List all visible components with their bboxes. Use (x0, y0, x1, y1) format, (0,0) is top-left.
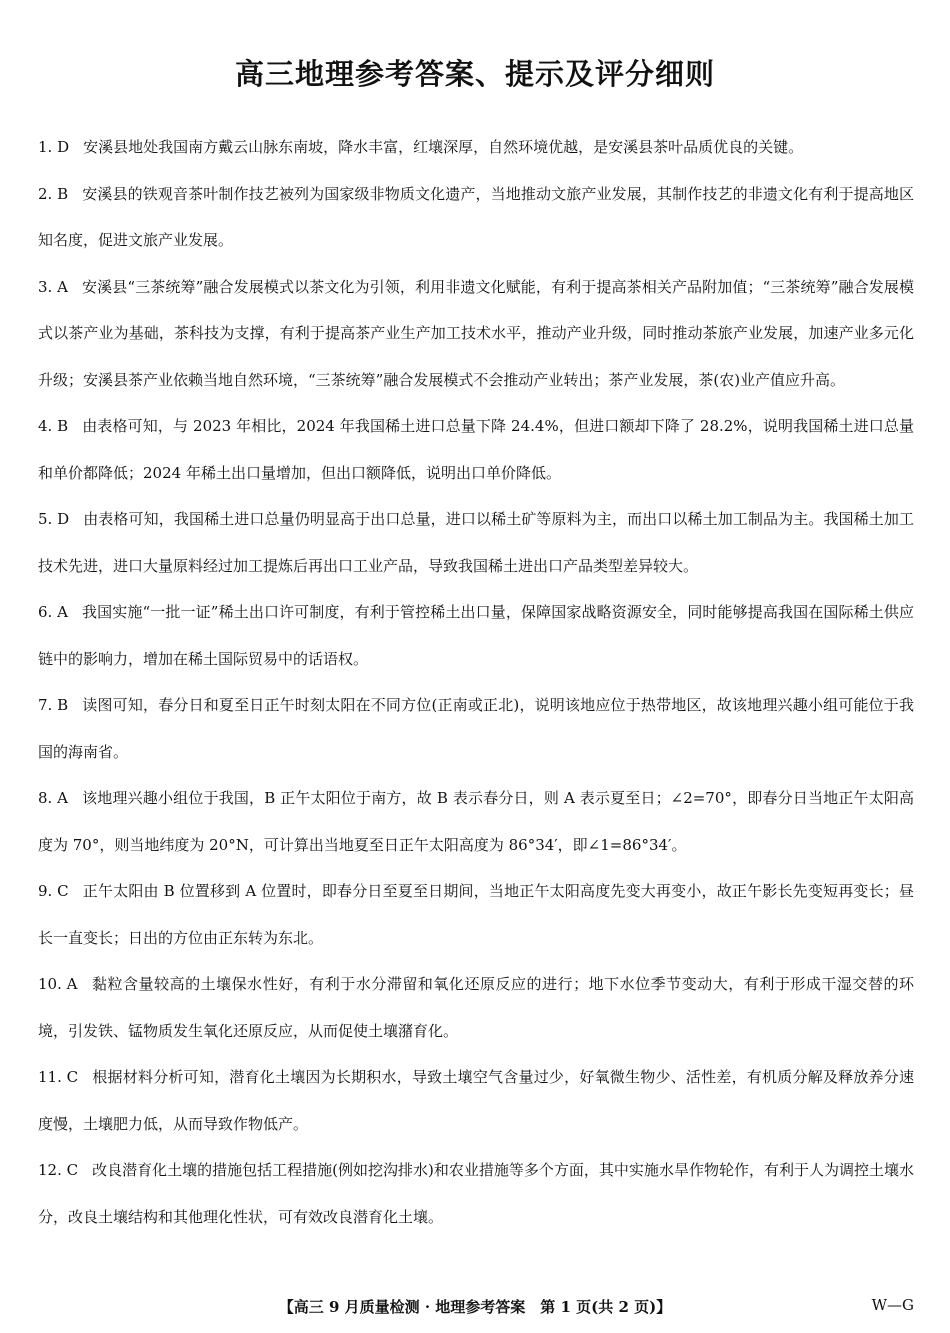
answer-explanation: 改良潜育化土壤的措施包括工程措施(例如挖沟排水)和农业措施等多个方面，其中实施水旱作物轮作，有利于人为调控土壤水分，改良土壤结构和其他理化性状，可有效改良潜育化土壤。 (38, 1161, 914, 1226)
answer-item (38, 775, 914, 868)
answer-explanation: 由表格可知，与 2023 年相比，2024 年我国稀土进口总量下降 24.4%，但进口额却下降了 28.2%，说明我国稀土进口总量和单价都降低；2024 年稀土出口量增加，但出口额降低，说明出口单价降低。 (38, 417, 914, 482)
answer-item (38, 1054, 914, 1147)
answer-item (38, 868, 914, 961)
answer-item (38, 589, 914, 682)
answer-number: 6. A (38, 603, 68, 621)
answer-number: 9. C (38, 882, 69, 900)
answer-explanation: 该地理兴趣小组位于我国，B 正午太阳位于南方，故 B 表示春分日，则 A 表示夏至日；∠2=70°，即春分日当地正午太阳高度为 70°，则当地纬度为 20°N，可计算出当地夏至日正午太阳高度为 86°34′，即∠1=86°34′。 (38, 789, 914, 854)
answer-number: 5. D (38, 510, 70, 528)
answer-number: 7. B (38, 696, 69, 714)
answer-explanation: 根据材料分析可知，潜育化土壤因为长期积水，导致土壤空气含量过少，好氧微生物少、活性差，有机质分解及释放养分速度慢，土壤肥力低，从而导致作物低产。 (38, 1068, 914, 1133)
answer-item (38, 496, 914, 589)
page-title: 高三地理参考答案、提示及评分细则 (234, 57, 715, 91)
answer-item (38, 1147, 914, 1240)
answer-item (38, 961, 914, 1054)
answer-number: 1. D (38, 138, 70, 156)
answer-explanation: 安溪县地处我国南方戴云山脉东南坡，降水丰富，红壤深厚，自然环境优越，是安溪县茶叶品质优良的关键。 (83, 138, 804, 156)
answer-explanation: 黏粒含量较高的土壤保水性好，有利于水分滞留和氧化还原反应的进行；地下水位季节变动大，有利于形成干湿交替的环境，引发铁、锰物质发生氧化还原反应，从而促使土壤潴育化。 (38, 975, 914, 1040)
answer-item (38, 171, 914, 264)
answer-item (38, 124, 914, 171)
footer-code: W—G (871, 1296, 914, 1314)
answer-number: 4. B (38, 417, 69, 435)
footer-page-info: 【高三 9 月质量检测 · 地理参考答案 第 1 页(共 2 页)】 (278, 1298, 672, 1316)
answer-explanation: 安溪县“三茶统筹”融合发展模式以茶文化为引领，利用非遗文化赋能，有利于提高茶相关产品附加值；“三茶统筹”融合发展模式以茶产业为基础，茶科技为支撑，有利于提高茶产业生产加工技术水平，推动产业升级，同时推动茶旅产业发展，加速产业多元化升级；安溪县茶产业依赖当地自然环境，“三茶统筹”融合发展模式不会推动产业转出；茶产业发展，茶(农)业产值应升高。 (38, 277, 914, 389)
answer-number: 10. A (38, 975, 78, 993)
answer-list (38, 124, 914, 1240)
answer-explanation: 正午太阳由 B 位置移到 A 位置时，即春分日至夏至日期间，当地正午太阳高度先变大再变小，故正午影长先变短再变长；昼长一直变长；日出的方位由正东转为东北。 (38, 882, 914, 947)
answer-item (38, 403, 914, 496)
answer-explanation: 安溪县的铁观音茶叶制作技艺被列为国家级非物质文化遗产，当地推动文旅产业发展，其制作技艺的非遗文化有利于提高地区知名度，促进文旅产业发展。 (38, 184, 914, 249)
answer-number: 8. A (38, 789, 68, 807)
answer-item (38, 264, 914, 404)
answer-explanation: 我国实施“一批一证”稀土出口许可制度，有利于管控稀土出口量，保障国家战略资源安全，同时能够提高我国在国际稀土供应链中的影响力，增加在稀土国际贸易中的话语权。 (38, 603, 914, 668)
answer-explanation: 由表格可知，我国稀土进口总量仍明显高于出口总量，进口以稀土矿等原料为主，而出口以稀土加工制品为主。我国稀土加工技术先进，进口大量原料经过加工提炼后再出口工业产品，导致我国稀土进出口产品类型差异较大。 (38, 510, 914, 575)
answer-explanation: 读图可知，春分日和夏至日正午时刻太阳在不同方位(正南或正北)，说明该地应位于热带地区，故该地理兴趣小组可能位于我国的海南省。 (38, 696, 914, 761)
answer-item (38, 682, 914, 775)
answer-number: 12. C (38, 1161, 79, 1179)
answer-number: 11. C (38, 1068, 79, 1086)
answer-number: 3. A (38, 277, 68, 296)
answer-number: 2. B (38, 184, 69, 203)
